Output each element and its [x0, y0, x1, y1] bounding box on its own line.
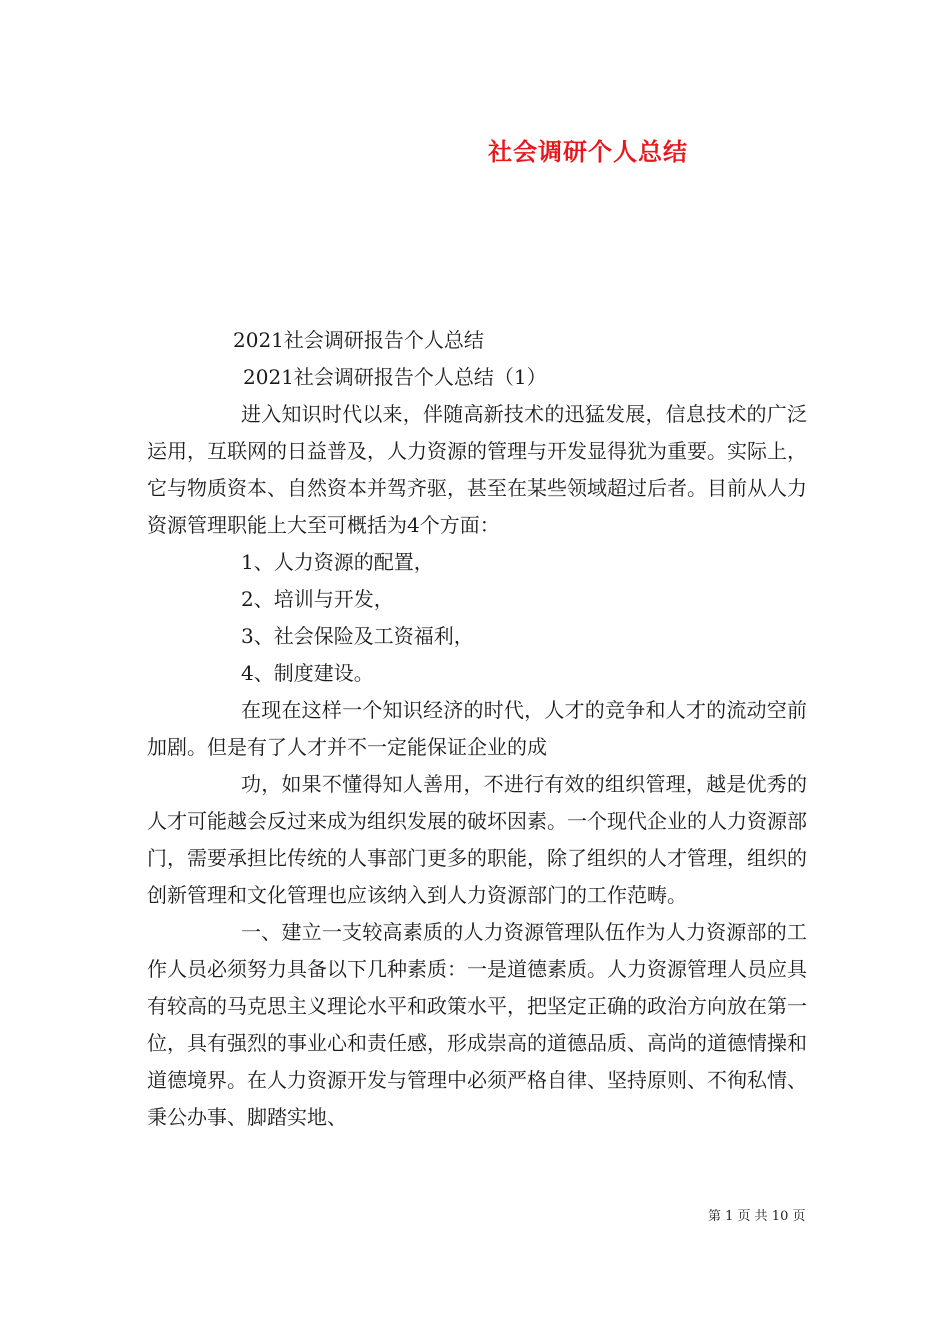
- list-item: 1、人力资源的配置，: [241, 550, 434, 574]
- list-item: 2、培训与开发，: [241, 587, 394, 611]
- report-heading: 2021社会调研报告个人总结: [233, 328, 484, 352]
- paragraph-talent: 在现在这样一个知识经济的时代，人才的竞争和人才的流动空前加剧。但是有了人才并不一定能保证企业的成: [147, 698, 807, 759]
- list-item: 3、社会保险及工资福利，: [241, 624, 474, 648]
- report-subheading: 2021社会调研报告个人总结（1）: [243, 365, 547, 389]
- paragraph-intro: 进入知识时代以来，伴随高新技术的迅猛发展，信息技术的广泛运用，互联网的日益普及，人力资源的管理与开发显得犹为重要。实际上，它与物质资本、自然资本并驾齐驱，甚至在某些领域超过后者。目前从人力资源管理职能上大至可概括为4个方面：: [147, 402, 807, 537]
- paragraph-team: 一、建立一支较高素质的人力资源管理队伍作为人力资源部的工作人员必须努力具备以下几种素质：一是道德素质。人力资源管理人员应具有较高的马克思主义理论水平和政策水平，把坚定正确的政治方向放在第一位，具有强烈的事业心和责任感，形成崇高的道德品质、高尚的道德情操和道德境界。在人力资源开发与管理中必须严格自律、坚持原则、不徇私情、秉公办事、脚踏实地、: [147, 920, 807, 1129]
- paragraph-management: 功，如果不懂得知人善用，不进行有效的组织管理，越是优秀的人才可能越会反过来成为组织发展的破坏因素。一个现代企业的人力资源部门，需要承担比传统的人事部门更多的职能，除了组织的人才管理，组织的创新管理和文化管理也应该纳入到人力资源部门的工作范畴。: [147, 772, 807, 907]
- document-title: 社会调研个人总结: [488, 137, 688, 166]
- page-number: 第 1 页 共 10 页: [708, 1209, 806, 1224]
- document-body: [147, 322, 807, 1136]
- list-item: 4、制度建设。: [241, 661, 374, 685]
